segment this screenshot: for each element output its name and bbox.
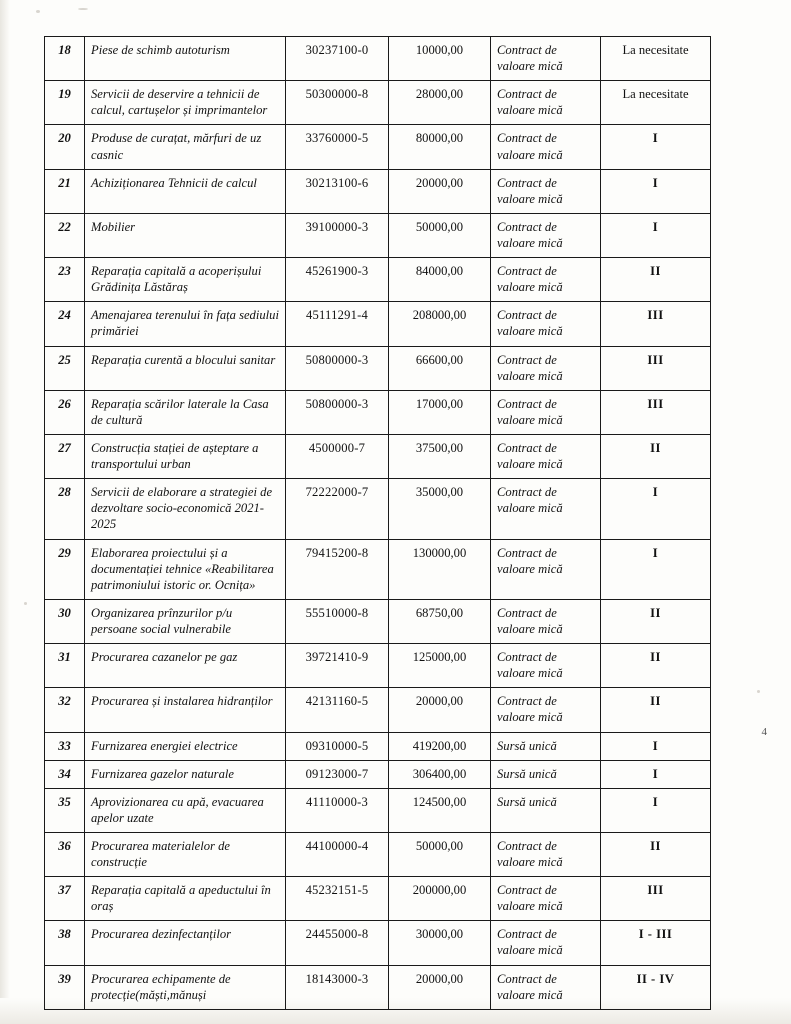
cell-value: 50000,00 xyxy=(389,832,491,876)
cell-value: 17000,00 xyxy=(389,390,491,434)
margin-note: 4 xyxy=(761,726,767,738)
cell-cpv: 79415200-8 xyxy=(286,539,389,599)
cell-description: Reparația curentă a blocului sanitar xyxy=(85,346,286,390)
cell-value: 84000,00 xyxy=(389,258,491,302)
table-row xyxy=(45,479,711,539)
cell-period: I xyxy=(601,213,711,257)
cell-period: La necesitate xyxy=(601,37,711,81)
scan-speck xyxy=(36,10,40,13)
cell-procedure: Contract de valoare mică xyxy=(491,81,601,125)
table-row xyxy=(45,832,711,876)
cell-procedure: Contract de valoare mică xyxy=(491,877,601,921)
cell-nr: 38 xyxy=(45,921,85,965)
cell-description: Construcția stației de așteptare a transportului urban xyxy=(85,434,286,478)
cell-description: Elaborarea proiectului și a documentației tehnice «Reabilitarea patrimoniului istoric or. Ocnița» xyxy=(85,539,286,599)
table-row xyxy=(45,760,711,788)
cell-cpv: 50800000-3 xyxy=(286,390,389,434)
cell-cpv: 42131160-5 xyxy=(286,688,389,732)
table-row xyxy=(45,125,711,169)
cell-period: II xyxy=(601,644,711,688)
cell-period: I xyxy=(601,760,711,788)
cell-description: Furnizarea gazelor naturale xyxy=(85,760,286,788)
cell-procedure: Contract de valoare mică xyxy=(491,539,601,599)
cell-nr: 33 xyxy=(45,732,85,760)
cell-description: Organizarea prînzurilor p/u persoane social vulnerabile xyxy=(85,599,286,643)
cell-description: Procurarea dezinfectanților xyxy=(85,921,286,965)
cell-nr: 34 xyxy=(45,760,85,788)
cell-procedure: Contract de valoare mică xyxy=(491,125,601,169)
cell-value: 306400,00 xyxy=(389,760,491,788)
cell-nr: 20 xyxy=(45,125,85,169)
table-row xyxy=(45,599,711,643)
cell-cpv: 45232151-5 xyxy=(286,877,389,921)
cell-nr: 23 xyxy=(45,258,85,302)
cell-description: Reparația scărilor laterale la Casa de cultură xyxy=(85,390,286,434)
cell-period: I xyxy=(601,169,711,213)
table-row xyxy=(45,346,711,390)
cell-value: 208000,00 xyxy=(389,302,491,346)
cell-procedure: Contract de valoare mică xyxy=(491,434,601,478)
cell-nr: 30 xyxy=(45,599,85,643)
cell-description: Produse de curațat, mărfuri de uz casnic xyxy=(85,125,286,169)
table-row xyxy=(45,37,711,81)
cell-value: 200000,00 xyxy=(389,877,491,921)
cell-period: I xyxy=(601,539,711,599)
cell-cpv: 30237100-0 xyxy=(286,37,389,81)
cell-procedure: Sursă unică xyxy=(491,760,601,788)
cell-nr: 29 xyxy=(45,539,85,599)
cell-procedure: Contract de valoare mică xyxy=(491,599,601,643)
cell-procedure: Contract de valoare mică xyxy=(491,390,601,434)
table-row xyxy=(45,732,711,760)
cell-cpv: 41110000-3 xyxy=(286,788,389,832)
cell-period: I xyxy=(601,125,711,169)
cell-procedure: Contract de valoare mică xyxy=(491,346,601,390)
cell-cpv: 4500000-7 xyxy=(286,434,389,478)
cell-value: 80000,00 xyxy=(389,125,491,169)
cell-nr: 19 xyxy=(45,81,85,125)
cell-cpv: 24455000-8 xyxy=(286,921,389,965)
cell-procedure: Contract de valoare mică xyxy=(491,832,601,876)
cell-description: Aprovizionarea cu apă, evacuarea apelor uzate xyxy=(85,788,286,832)
cell-cpv: 33760000-5 xyxy=(286,125,389,169)
cell-procedure: Contract de valoare mică xyxy=(491,213,601,257)
cell-value: 28000,00 xyxy=(389,81,491,125)
cell-procedure: Contract de valoare mică xyxy=(491,258,601,302)
cell-period: II xyxy=(601,832,711,876)
cell-cpv: 45111291-4 xyxy=(286,302,389,346)
cell-nr: 39 xyxy=(45,965,85,1009)
cell-description: Mobilier xyxy=(85,213,286,257)
cell-cpv: 50800000-3 xyxy=(286,346,389,390)
cell-period: I xyxy=(601,732,711,760)
table-row xyxy=(45,539,711,599)
cell-value: 66600,00 xyxy=(389,346,491,390)
table-row xyxy=(45,169,711,213)
cell-procedure: Contract de valoare mică xyxy=(491,169,601,213)
cell-procedure: Contract de valoare mică xyxy=(491,479,601,539)
cell-nr: 18 xyxy=(45,37,85,81)
table-row xyxy=(45,644,711,688)
cell-period: III xyxy=(601,302,711,346)
cell-cpv: 09123000-7 xyxy=(286,760,389,788)
cell-procedure: Contract de valoare mică xyxy=(491,302,601,346)
cell-value: 20000,00 xyxy=(389,688,491,732)
cell-value: 124500,00 xyxy=(389,788,491,832)
table-row xyxy=(45,788,711,832)
cell-description: Servicii de elaborare a strategiei de dezvoltare socio-economică 2021-2025 xyxy=(85,479,286,539)
cell-nr: 24 xyxy=(45,302,85,346)
cell-nr: 36 xyxy=(45,832,85,876)
table-row xyxy=(45,877,711,921)
cell-cpv: 55510000-8 xyxy=(286,599,389,643)
cell-nr: 21 xyxy=(45,169,85,213)
cell-procedure: Contract de valoare mică xyxy=(491,37,601,81)
cell-nr: 27 xyxy=(45,434,85,478)
cell-nr: 25 xyxy=(45,346,85,390)
cell-period: II xyxy=(601,258,711,302)
scan-speck xyxy=(78,8,88,10)
cell-period: La necesitate xyxy=(601,81,711,125)
table-row xyxy=(45,688,711,732)
cell-period: I xyxy=(601,479,711,539)
cell-value: 419200,00 xyxy=(389,732,491,760)
cell-value: 125000,00 xyxy=(389,644,491,688)
cell-nr: 35 xyxy=(45,788,85,832)
cell-cpv: 09310000-5 xyxy=(286,732,389,760)
cell-description: Procurarea cazanelor pe gaz xyxy=(85,644,286,688)
cell-procedure: Sursă unică xyxy=(491,788,601,832)
table-row xyxy=(45,434,711,478)
cell-value: 130000,00 xyxy=(389,539,491,599)
cell-cpv: 45261900-3 xyxy=(286,258,389,302)
cell-value: 20000,00 xyxy=(389,965,491,1009)
cell-description: Furnizarea energiei electrice xyxy=(85,732,286,760)
cell-period: I - III xyxy=(601,921,711,965)
cell-nr: 32 xyxy=(45,688,85,732)
cell-procedure: Contract de valoare mică xyxy=(491,688,601,732)
procurement-plan-table xyxy=(44,36,711,1010)
table-row xyxy=(45,258,711,302)
cell-nr: 22 xyxy=(45,213,85,257)
scan-speck xyxy=(24,602,27,605)
cell-procedure: Sursă unică xyxy=(491,732,601,760)
cell-description: Procurarea și instalarea hidranților xyxy=(85,688,286,732)
cell-period: III xyxy=(601,877,711,921)
cell-period: II - IV xyxy=(601,965,711,1009)
cell-period: III xyxy=(601,390,711,434)
cell-value: 37500,00 xyxy=(389,434,491,478)
cell-procedure: Contract de valoare mică xyxy=(491,965,601,1009)
cell-cpv: 72222000-7 xyxy=(286,479,389,539)
cell-value: 50000,00 xyxy=(389,213,491,257)
cell-value: 68750,00 xyxy=(389,599,491,643)
cell-nr: 26 xyxy=(45,390,85,434)
cell-value: 35000,00 xyxy=(389,479,491,539)
cell-description: Reparația capitală a apeductului în oraș xyxy=(85,877,286,921)
cell-description: Piese de schimb autoturism xyxy=(85,37,286,81)
scan-speck xyxy=(757,690,760,693)
table-row xyxy=(45,81,711,125)
cell-description: Reparația capitală a acoperișului Grădinița Lăstăraș xyxy=(85,258,286,302)
table-body xyxy=(45,37,711,1010)
cell-procedure: Contract de valoare mică xyxy=(491,644,601,688)
cell-period: III xyxy=(601,346,711,390)
table-row xyxy=(45,390,711,434)
cell-period: II xyxy=(601,688,711,732)
page-edge-shadow-left xyxy=(0,0,10,1024)
cell-cpv: 18143000-3 xyxy=(286,965,389,1009)
cell-value: 20000,00 xyxy=(389,169,491,213)
cell-cpv: 30213100-6 xyxy=(286,169,389,213)
cell-nr: 28 xyxy=(45,479,85,539)
cell-description: Procurarea materialelor de construcție xyxy=(85,832,286,876)
table-row xyxy=(45,302,711,346)
cell-value: 10000,00 xyxy=(389,37,491,81)
cell-nr: 37 xyxy=(45,877,85,921)
cell-cpv: 39721410-9 xyxy=(286,644,389,688)
table-row xyxy=(45,965,711,1009)
cell-period: II xyxy=(601,599,711,643)
cell-procedure: Contract de valoare mică xyxy=(491,921,601,965)
cell-nr: 31 xyxy=(45,644,85,688)
cell-period: I xyxy=(601,788,711,832)
cell-cpv: 39100000-3 xyxy=(286,213,389,257)
table-row xyxy=(45,213,711,257)
cell-cpv: 44100000-4 xyxy=(286,832,389,876)
cell-description: Servicii de deservire a tehnicii de calcul, cartușelor și imprimantelor xyxy=(85,81,286,125)
cell-value: 30000,00 xyxy=(389,921,491,965)
cell-cpv: 50300000-8 xyxy=(286,81,389,125)
cell-description: Procurarea echipamente de protecție(măști,mănuși xyxy=(85,965,286,1009)
cell-description: Achiziționarea Tehnicii de calcul xyxy=(85,169,286,213)
cell-period: II xyxy=(601,434,711,478)
cell-description: Amenajarea terenului în fața sediului primăriei xyxy=(85,302,286,346)
table-row xyxy=(45,921,711,965)
